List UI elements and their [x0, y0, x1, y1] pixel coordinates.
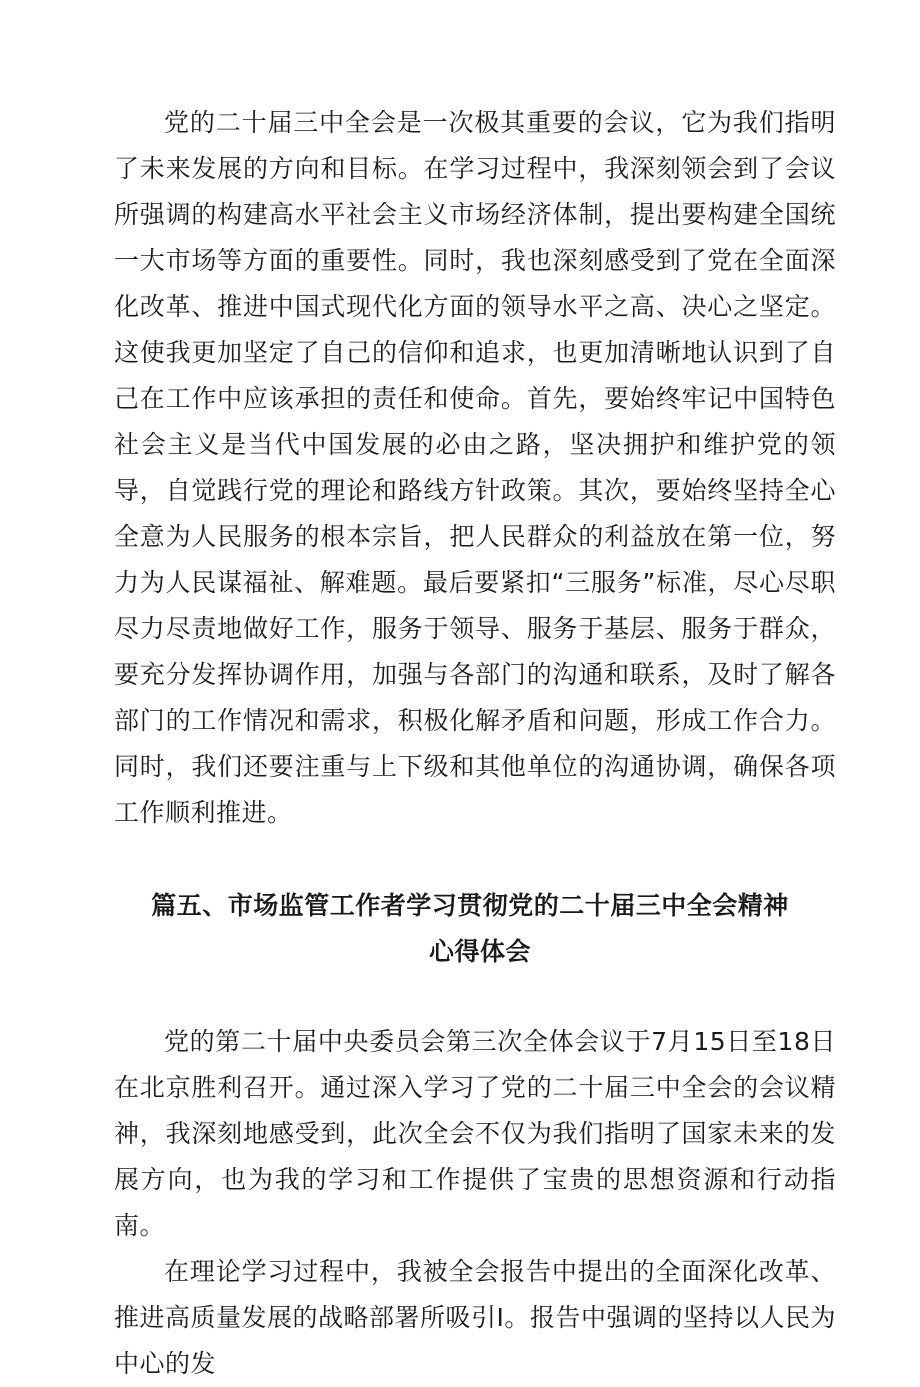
body-paragraph-2: 党的第二十届中央委员会第三次全体会议于7月15日至18日在北京胜利召开。通过深入学习了党的二十届三中全会的会议精神，我深刻地感受到，此次全会不仅为我们指明了国家未来的发展方向，也为我的学习和工作提供了宝贵的思想资源和行动指南。	[114, 1027, 836, 1240]
body-paragraph-3: 在理论学习过程中，我被全会报告中提出的全面深化改革、推进高质量发展的战略部署所吸引I。报告中强调的坚持以人民为中心的发	[114, 1257, 836, 1378]
body-paragraph-1: 党的二十届三中全会是一次极其重要的会议，它为我们指明了未来发展的方向和目标。在学习过程中，我深刻领会到了会议所强调的构建高水平社会主义市场经济体制，提出要构建全国统一大市场等方面的重要性。同时，我也深刻感受到了党在全面深化改革、推进中国式现代化方面的领导水平之高、决心之坚定。这使我更加坚定了自己的信仰和追求，也更加清晰地认识到了自己在工作中应该承担的责任和使命。首先，要始终牢记中国特色社会主义是当代中国发展的必由之路，坚决拥护和维护党的领导，自觉践行党的理论和路线方针政策。其次，要始终坚持全心全意为人民服务的根本宗旨，把人民群众的利益放在第一位，努力为人民谋福祉、解难题。最后要紧扣“三服务”标准，尽心尽职尽力尽责地做好工作，服务于领导、服务于基层、服务于群众，要充分发挥协调作用，加强与各部门的沟通和联系，及时了解各部门的工作情况和需求，积极化解矛盾和问题，形成工作合力。同时，我们还要注重与上下级和其他单位的沟通协调，确保各项工作顺利推进。	[114, 108, 836, 827]
spacer	[114, 836, 836, 883]
section-heading	[114, 883, 836, 975]
section-heading-line-2: 心得体会	[428, 937, 531, 966]
section-heading-line-1: 篇五、市场监管工作者学习贯彻党的二十届三中全会精神	[151, 891, 789, 920]
spacer	[114, 975, 836, 1019]
